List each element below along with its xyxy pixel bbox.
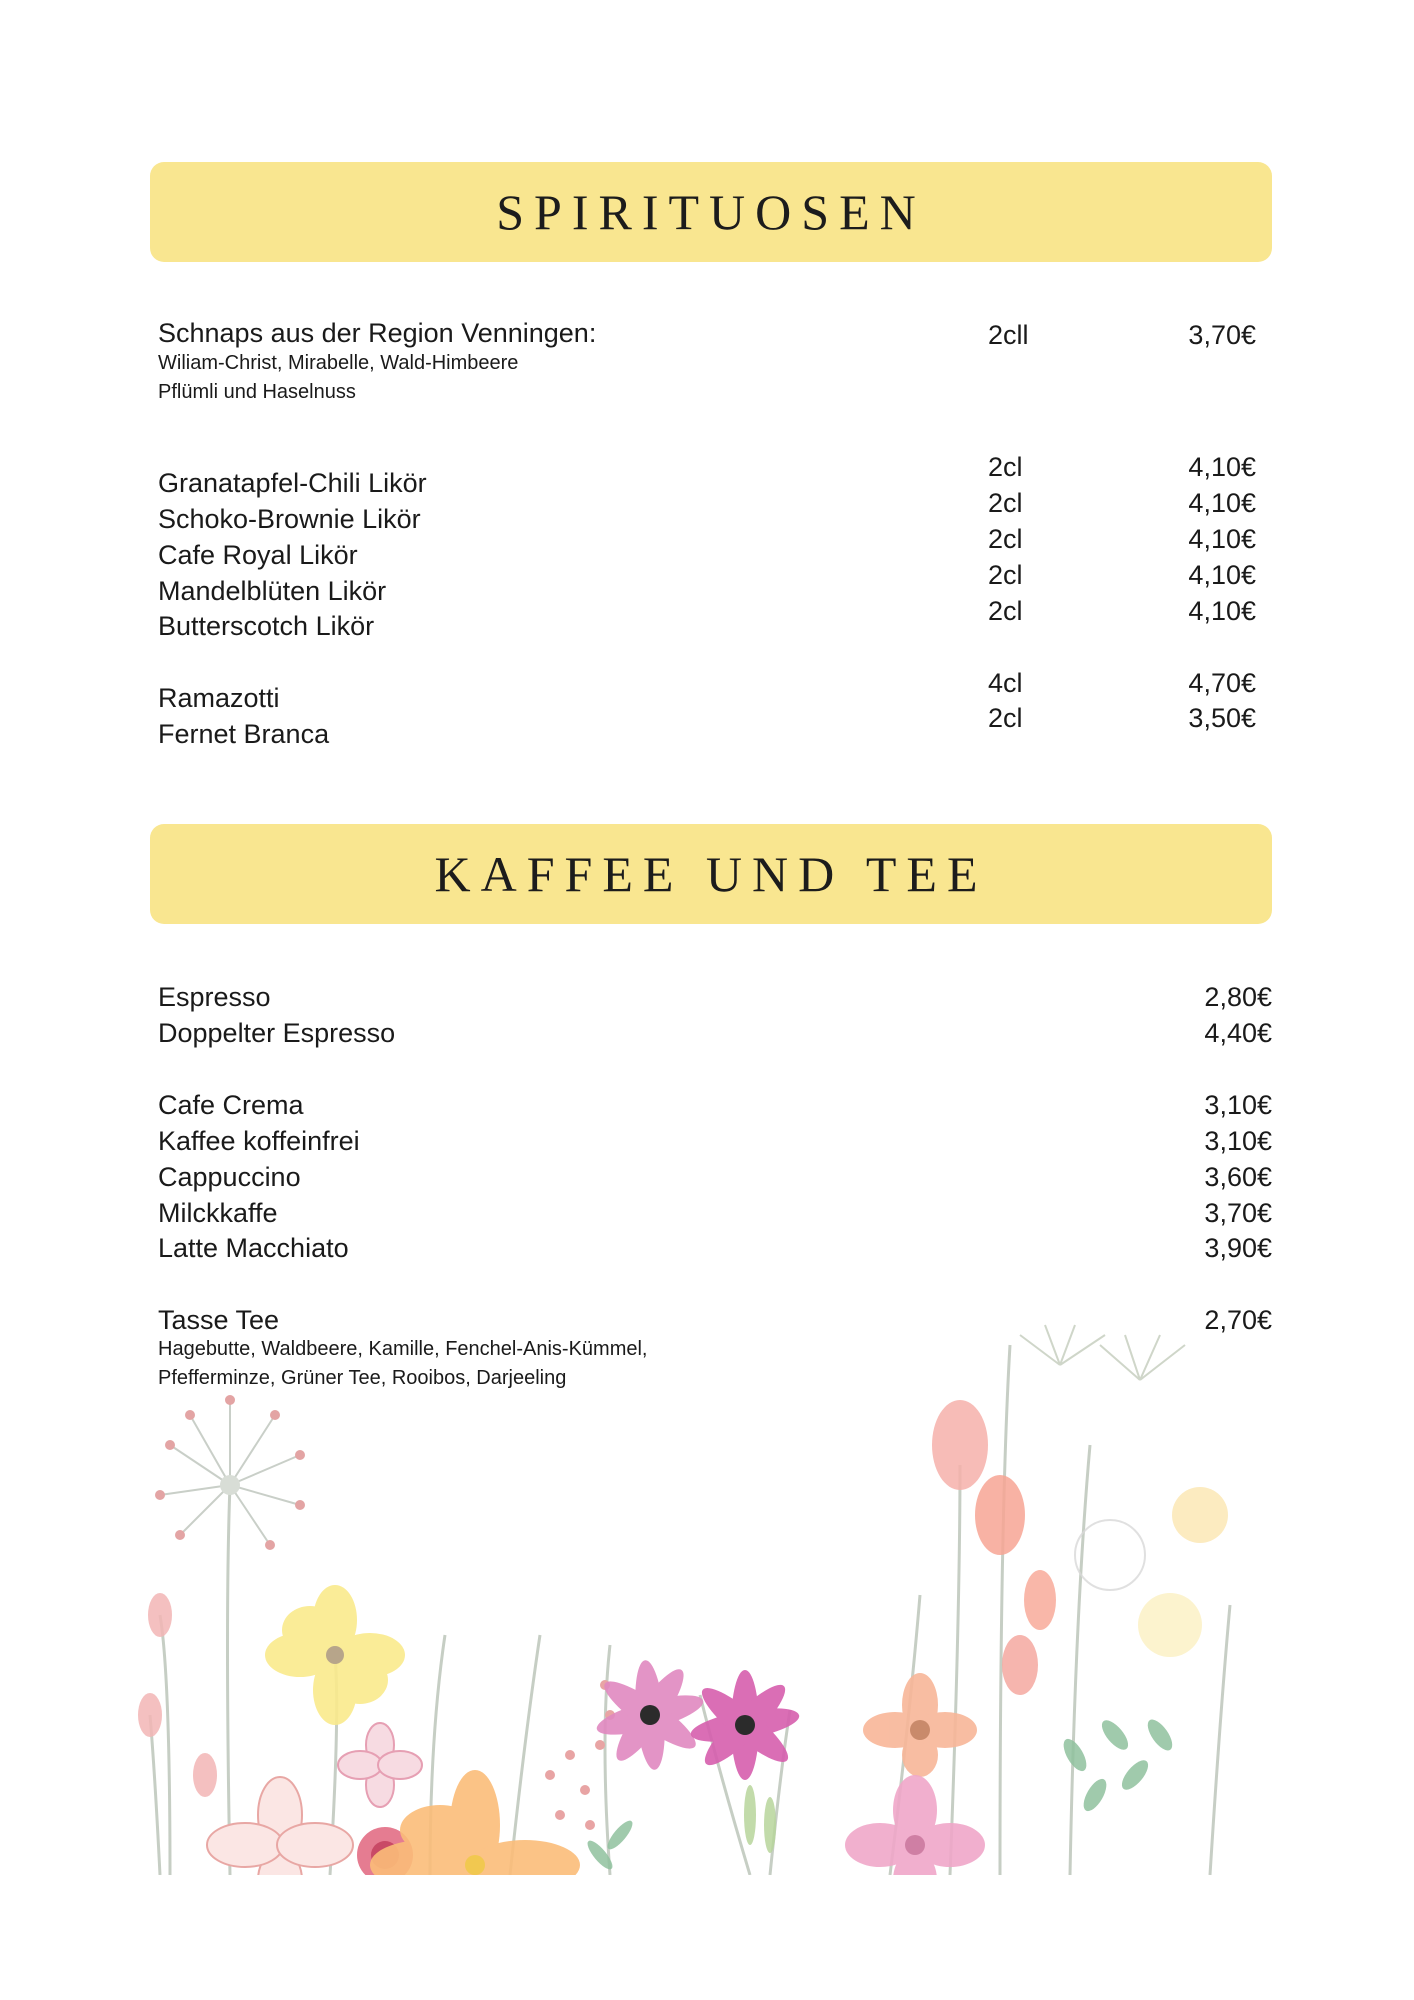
item-description: Pfefferminze, Grüner Tee, Rooibos, Darjeeling xyxy=(158,1367,567,1389)
item-name: Cappuccino xyxy=(158,1162,301,1192)
item-price: 3,70€ xyxy=(1204,1198,1272,1228)
item-unit: 2cl xyxy=(988,452,1023,482)
item-price: 3,90€ xyxy=(1204,1233,1272,1263)
item-unit: 2cl xyxy=(988,524,1023,554)
item-price: 4,10€ xyxy=(1188,488,1256,518)
item-name: Cafe Crema xyxy=(158,1090,304,1120)
item-unit: 2cll xyxy=(988,320,1029,350)
item-price: 4,10€ xyxy=(1188,560,1256,590)
item-price: 3,10€ xyxy=(1204,1126,1272,1156)
wildflower-illustration xyxy=(130,1215,1250,1875)
item-name: Kaffee koffeinfrei xyxy=(158,1126,360,1156)
item-price: 4,40€ xyxy=(1204,1018,1272,1048)
item-name: Butterscotch Likör xyxy=(158,611,375,641)
item-price: 2,70€ xyxy=(1204,1305,1272,1335)
item-name: Fernet Branca xyxy=(158,719,330,749)
item-name: Milckkaffe xyxy=(158,1198,278,1228)
item-name: Latte Macchiato xyxy=(158,1233,349,1263)
item-price: 4,70€ xyxy=(1188,668,1256,698)
item-name: Doppelter Espresso xyxy=(158,1018,396,1048)
item-price: 4,10€ xyxy=(1188,452,1256,482)
item-name: Schoko-Brownie Likör xyxy=(158,504,421,534)
item-price: 2,80€ xyxy=(1204,982,1272,1012)
item-name: Granatapfel-Chili Likör xyxy=(158,468,427,498)
item-unit: 2cl xyxy=(988,596,1023,626)
section-title: SPIRITUOSEN xyxy=(496,184,926,240)
item-price: 3,70€ xyxy=(1188,320,1256,350)
spirituosen-banner xyxy=(150,162,1272,262)
item-description: Wiliam-Christ, Mirabelle, Wald-Himbeere xyxy=(158,352,519,374)
item-price: 4,10€ xyxy=(1188,596,1256,626)
item-unit: 4cl xyxy=(988,668,1023,698)
item-price: 3,10€ xyxy=(1204,1090,1272,1120)
item-name: Espresso xyxy=(158,982,271,1012)
kaffee-banner xyxy=(150,824,1272,924)
item-description: Pflümli und Haselnuss xyxy=(158,381,356,403)
item-price: 3,50€ xyxy=(1188,703,1256,733)
item-unit: 2cl xyxy=(988,703,1023,733)
item-description: Hagebutte, Waldbeere, Kamille, Fenchel-Anis-Kümmel, xyxy=(158,1338,648,1360)
item-name: Schnaps aus der Region Venningen: xyxy=(158,318,597,348)
section-title: KAFFEE UND TEE xyxy=(434,846,988,902)
item-name: Cafe Royal Likör xyxy=(158,540,358,570)
item-unit: 2cl xyxy=(988,488,1023,518)
item-name: Ramazotti xyxy=(158,683,280,713)
item-name: Mandelblüten Likör xyxy=(158,576,387,606)
item-unit: 2cl xyxy=(988,560,1023,590)
item-name: Tasse Tee xyxy=(158,1305,280,1335)
item-price: 4,10€ xyxy=(1188,524,1256,554)
item-price: 3,60€ xyxy=(1204,1162,1272,1192)
